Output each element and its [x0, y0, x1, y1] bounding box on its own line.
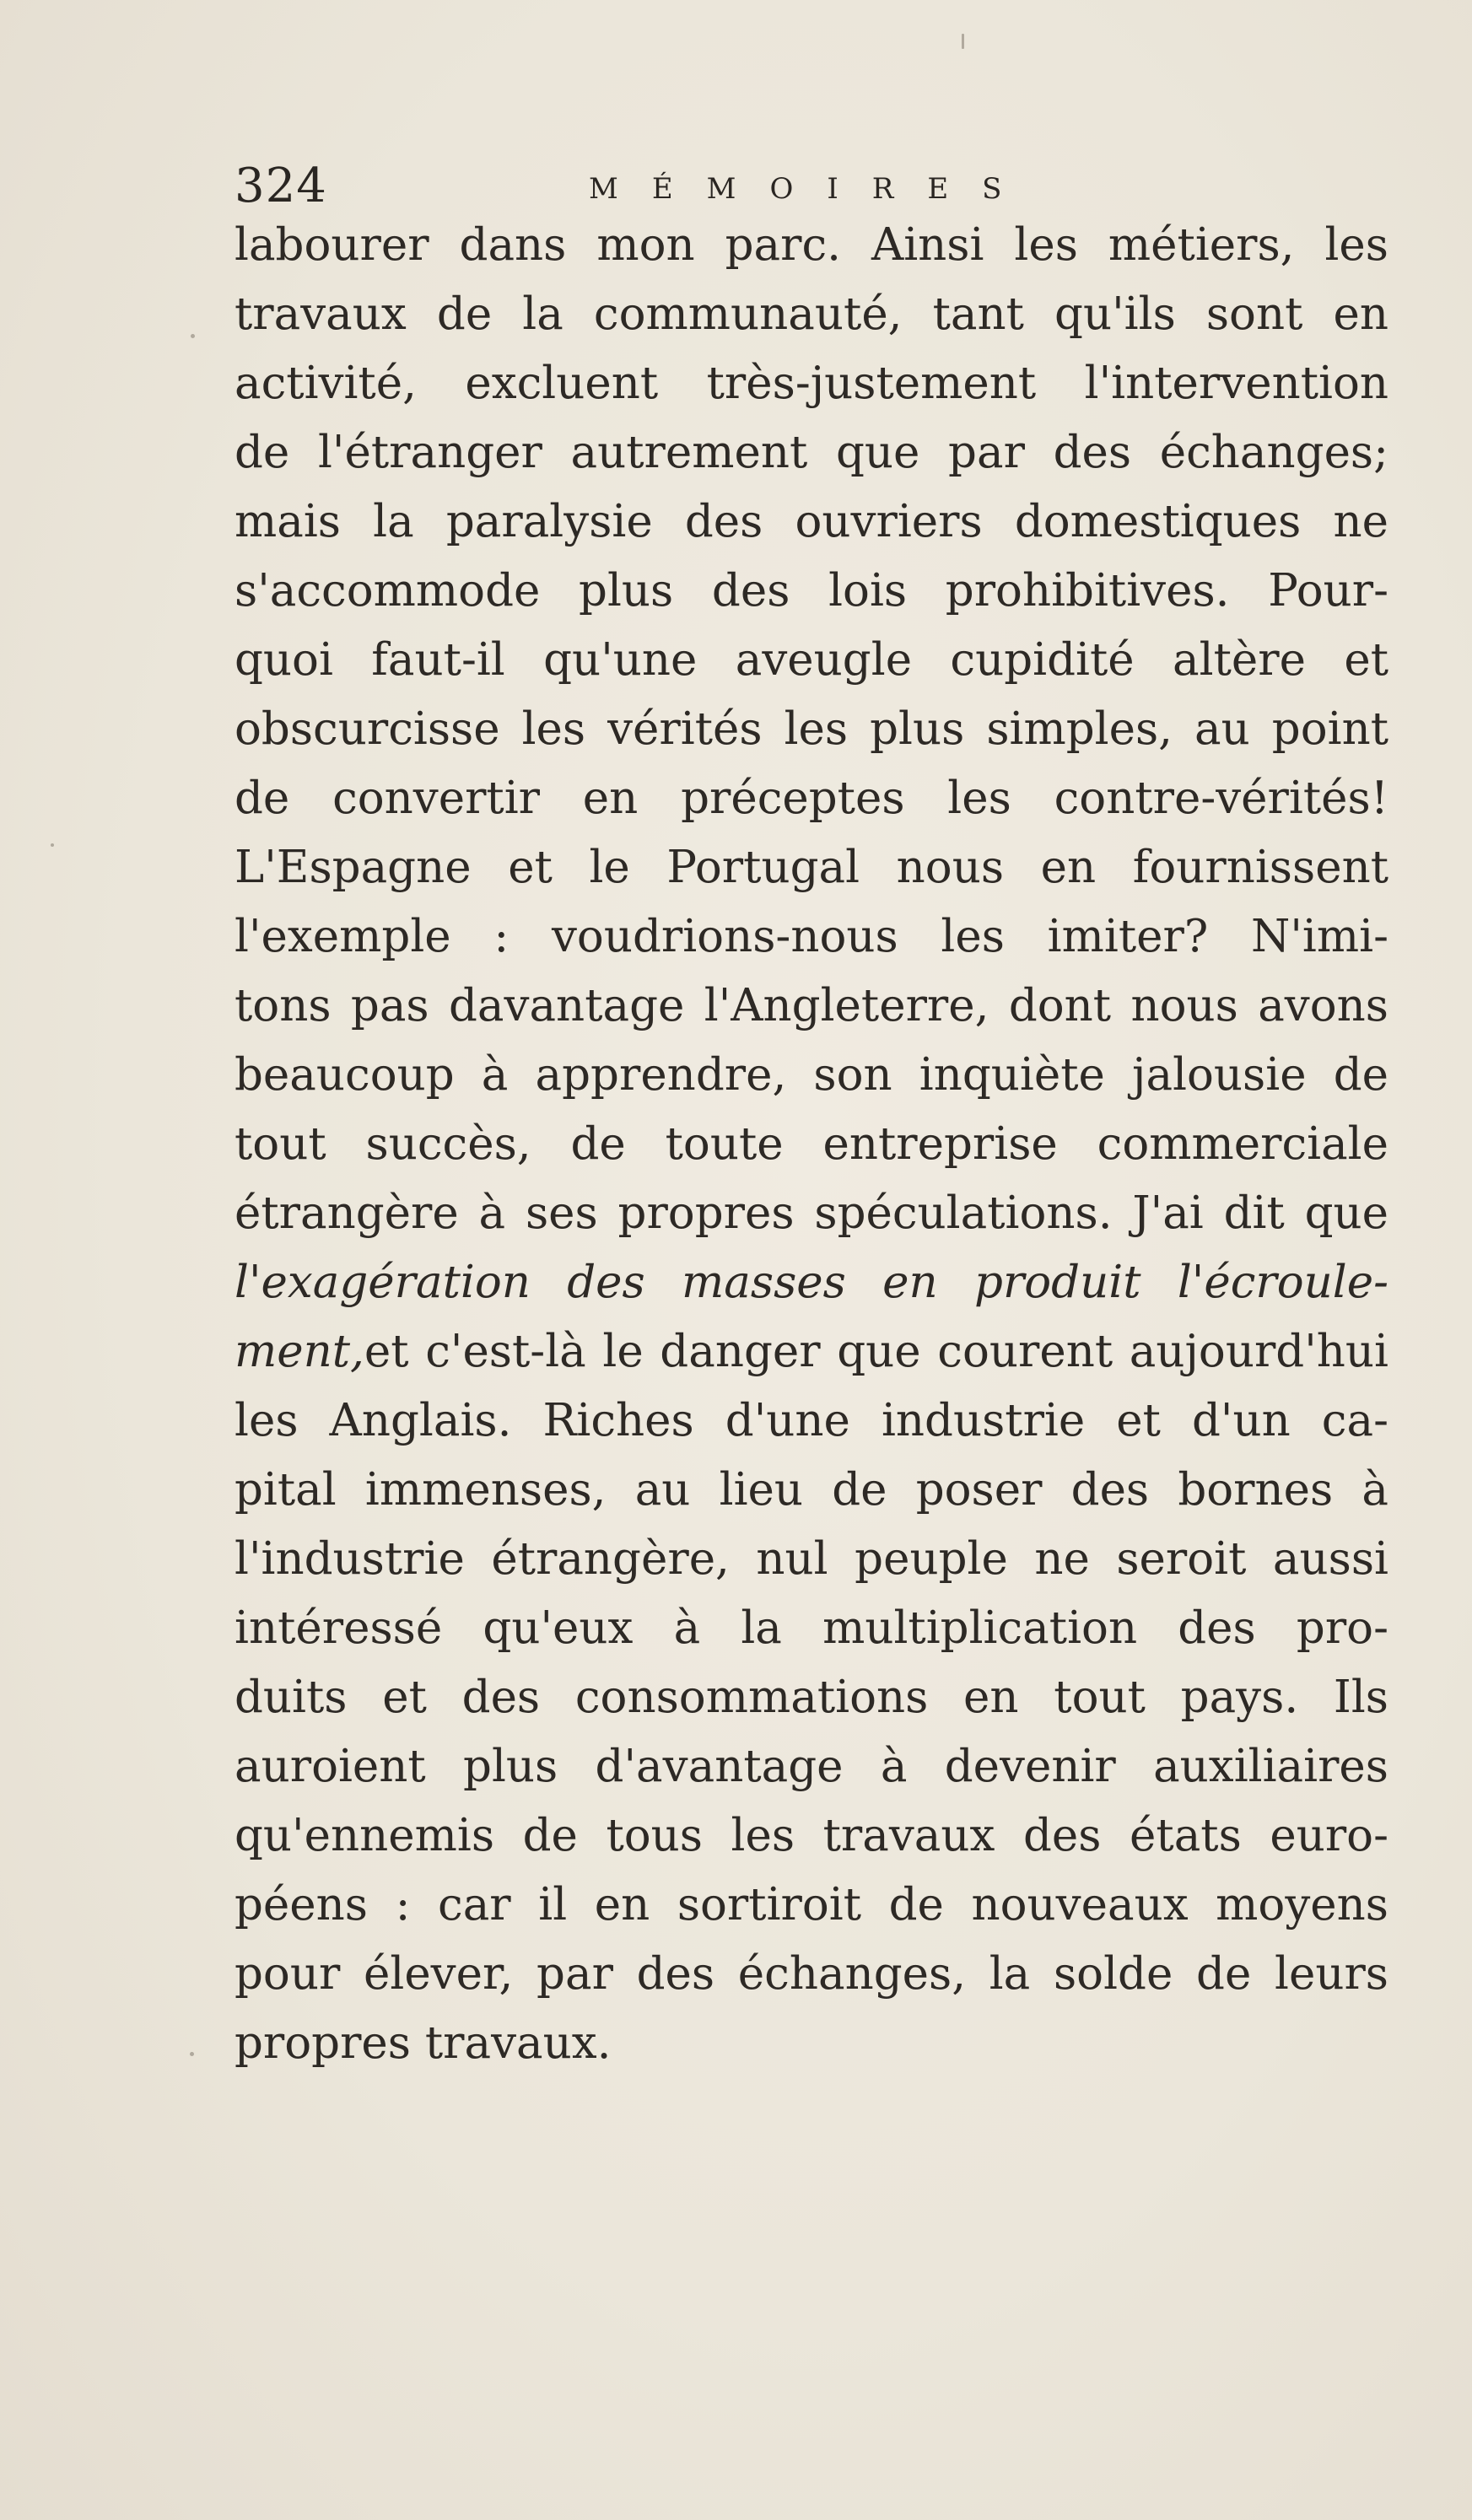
- paper-speck: [51, 843, 54, 847]
- page-number: 324: [235, 159, 327, 213]
- text-line: quoi faut-il qu'une aveugle cupidité altère et: [235, 634, 1388, 686]
- text-line: qu'ennemis de tous les travaux des états euro-: [235, 1810, 1388, 1861]
- text-line: s'accommode plus des lois prohibitives. Pour-: [235, 565, 1388, 617]
- text-line: mais la paralysie des ouvriers domestiques ne: [235, 496, 1388, 547]
- text-line: péens : car il en sortiroit de nouveaux moyens: [235, 1879, 1388, 1930]
- text-line: activité, excluent très-justement l'intervention: [235, 358, 1388, 409]
- text-line-italic: [235, 1248, 1388, 1317]
- text-line: tons pas davantage l'Angleterre, dont nous avons: [235, 980, 1388, 1031]
- text-line: travaux de la communauté, tant qu'ils sont en: [235, 288, 1388, 340]
- paper-speck: [190, 2052, 194, 2056]
- text-line: auroient plus d'avantage à devenir auxiliaires: [235, 1741, 1388, 1792]
- text-line: l'exemple : voudrions-nous les imiter? N'imi-: [235, 911, 1388, 962]
- text-line: obscurcisse les vérités les plus simples, au point: [235, 703, 1388, 755]
- text-line: de convertir en préceptes les contre-vérités!: [235, 773, 1388, 824]
- text-line-last: propres travaux.: [235, 2017, 612, 2069]
- italic-phrase: l'exagération des masses en produit l'écroule-: [235, 1257, 1388, 1308]
- text-line: L'Espagne et le Portugal nous en fournissent: [235, 842, 1388, 893]
- text-line: de l'étranger autrement que par des échanges;: [235, 427, 1388, 478]
- italic-phrase-end: ment,: [235, 1326, 364, 1377]
- text-line: tout succès, de toute entreprise commerciale: [235, 1118, 1388, 1170]
- body-text: [235, 211, 1388, 2078]
- paper-speck: [191, 334, 195, 338]
- text-line: pital immenses, au lieu de poser des bornes à: [235, 1464, 1388, 1516]
- paper-speck: [962, 34, 964, 49]
- text-line: pour élever, par des échanges, la solde de leurs: [235, 1948, 1388, 2000]
- running-title: MÉMOIRES: [589, 172, 1036, 206]
- text-line-mixed: [235, 1317, 1388, 1387]
- text-line: intéressé qu'eux à la multiplication des pro-: [235, 1602, 1388, 1654]
- text-line: duits et des consommations en tout pays. Ils: [235, 1672, 1388, 1723]
- text-line: l'industrie étrangère, nul peuple ne seroit aussi: [235, 1533, 1388, 1585]
- text-line: beaucoup à apprendre, son inquiète jalousie de: [235, 1049, 1388, 1101]
- text-line: labourer dans mon parc. Ainsi les métiers, les: [235, 219, 1388, 271]
- text-line: les Anglais. Riches d'une industrie et d'un ca-: [235, 1395, 1388, 1446]
- text-line: étrangère à ses propres spéculations. J'ai dit que: [235, 1187, 1388, 1239]
- text-after-italic: et c'est-là le danger que courent aujourd'hui: [364, 1326, 1388, 1377]
